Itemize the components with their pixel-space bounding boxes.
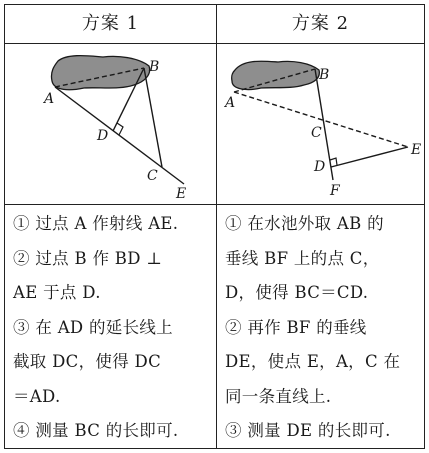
plan-1-line: ＝AD. [13, 386, 61, 406]
plan-1-line: ④ 测量 BC 的长即可. [13, 421, 179, 440]
plan-1-line: 截取 DC，使得 DC [13, 352, 161, 371]
label-a: A [225, 95, 236, 111]
pond-shape [232, 61, 320, 89]
figure-plan-2 [218, 45, 423, 203]
label-f: F [330, 183, 340, 199]
plan-1-line: ② 过点 B 作 BD ⊥ [13, 248, 163, 268]
label-b: B [319, 67, 330, 83]
header-plan-1: 方案 1 [81, 13, 140, 34]
label-b: B [149, 59, 160, 75]
label-e: E [411, 142, 422, 158]
header-plan-2: 方案 2 [291, 13, 350, 34]
label-e: E [176, 186, 187, 202]
plan-1-steps [13, 207, 211, 449]
label-d: D [314, 159, 326, 175]
figure-plan-1 [6, 45, 215, 203]
plan-2-line: ③ 测量 DE 的长即可. [225, 421, 391, 440]
label-d: D [97, 128, 109, 144]
plan-2-steps [225, 207, 421, 449]
plan-2-line: 同一条直线上. [225, 386, 332, 406]
plan-2-line: DE，使点 E，A，C 在 [225, 352, 401, 371]
ray-ae [55, 87, 184, 184]
plan-2-line: ① 在水池外取 AB 的 [225, 214, 384, 233]
segment-de [331, 147, 408, 167]
right-angle-mark-d [117, 123, 123, 135]
plan-2-line: D，使得 BC＝CD. [225, 283, 369, 302]
plan-2-line: ② 再作 BF 的垂线 [225, 317, 367, 337]
plan-1-line: ③ 在 AD 的延长线上 [13, 317, 173, 337]
segment-bc [144, 68, 162, 167]
label-a: A [44, 91, 55, 107]
label-c: C [147, 168, 158, 184]
plan-1-line: AE 于点 D. [13, 283, 101, 302]
scheme-table [4, 4, 425, 449]
label-c: C [311, 125, 322, 141]
plan-1-line: ① 过点 A 作射线 AE. [13, 214, 179, 233]
plan-2-line: 垂线 BF 上的点 C， [225, 248, 380, 268]
figure-divider [5, 204, 424, 205]
